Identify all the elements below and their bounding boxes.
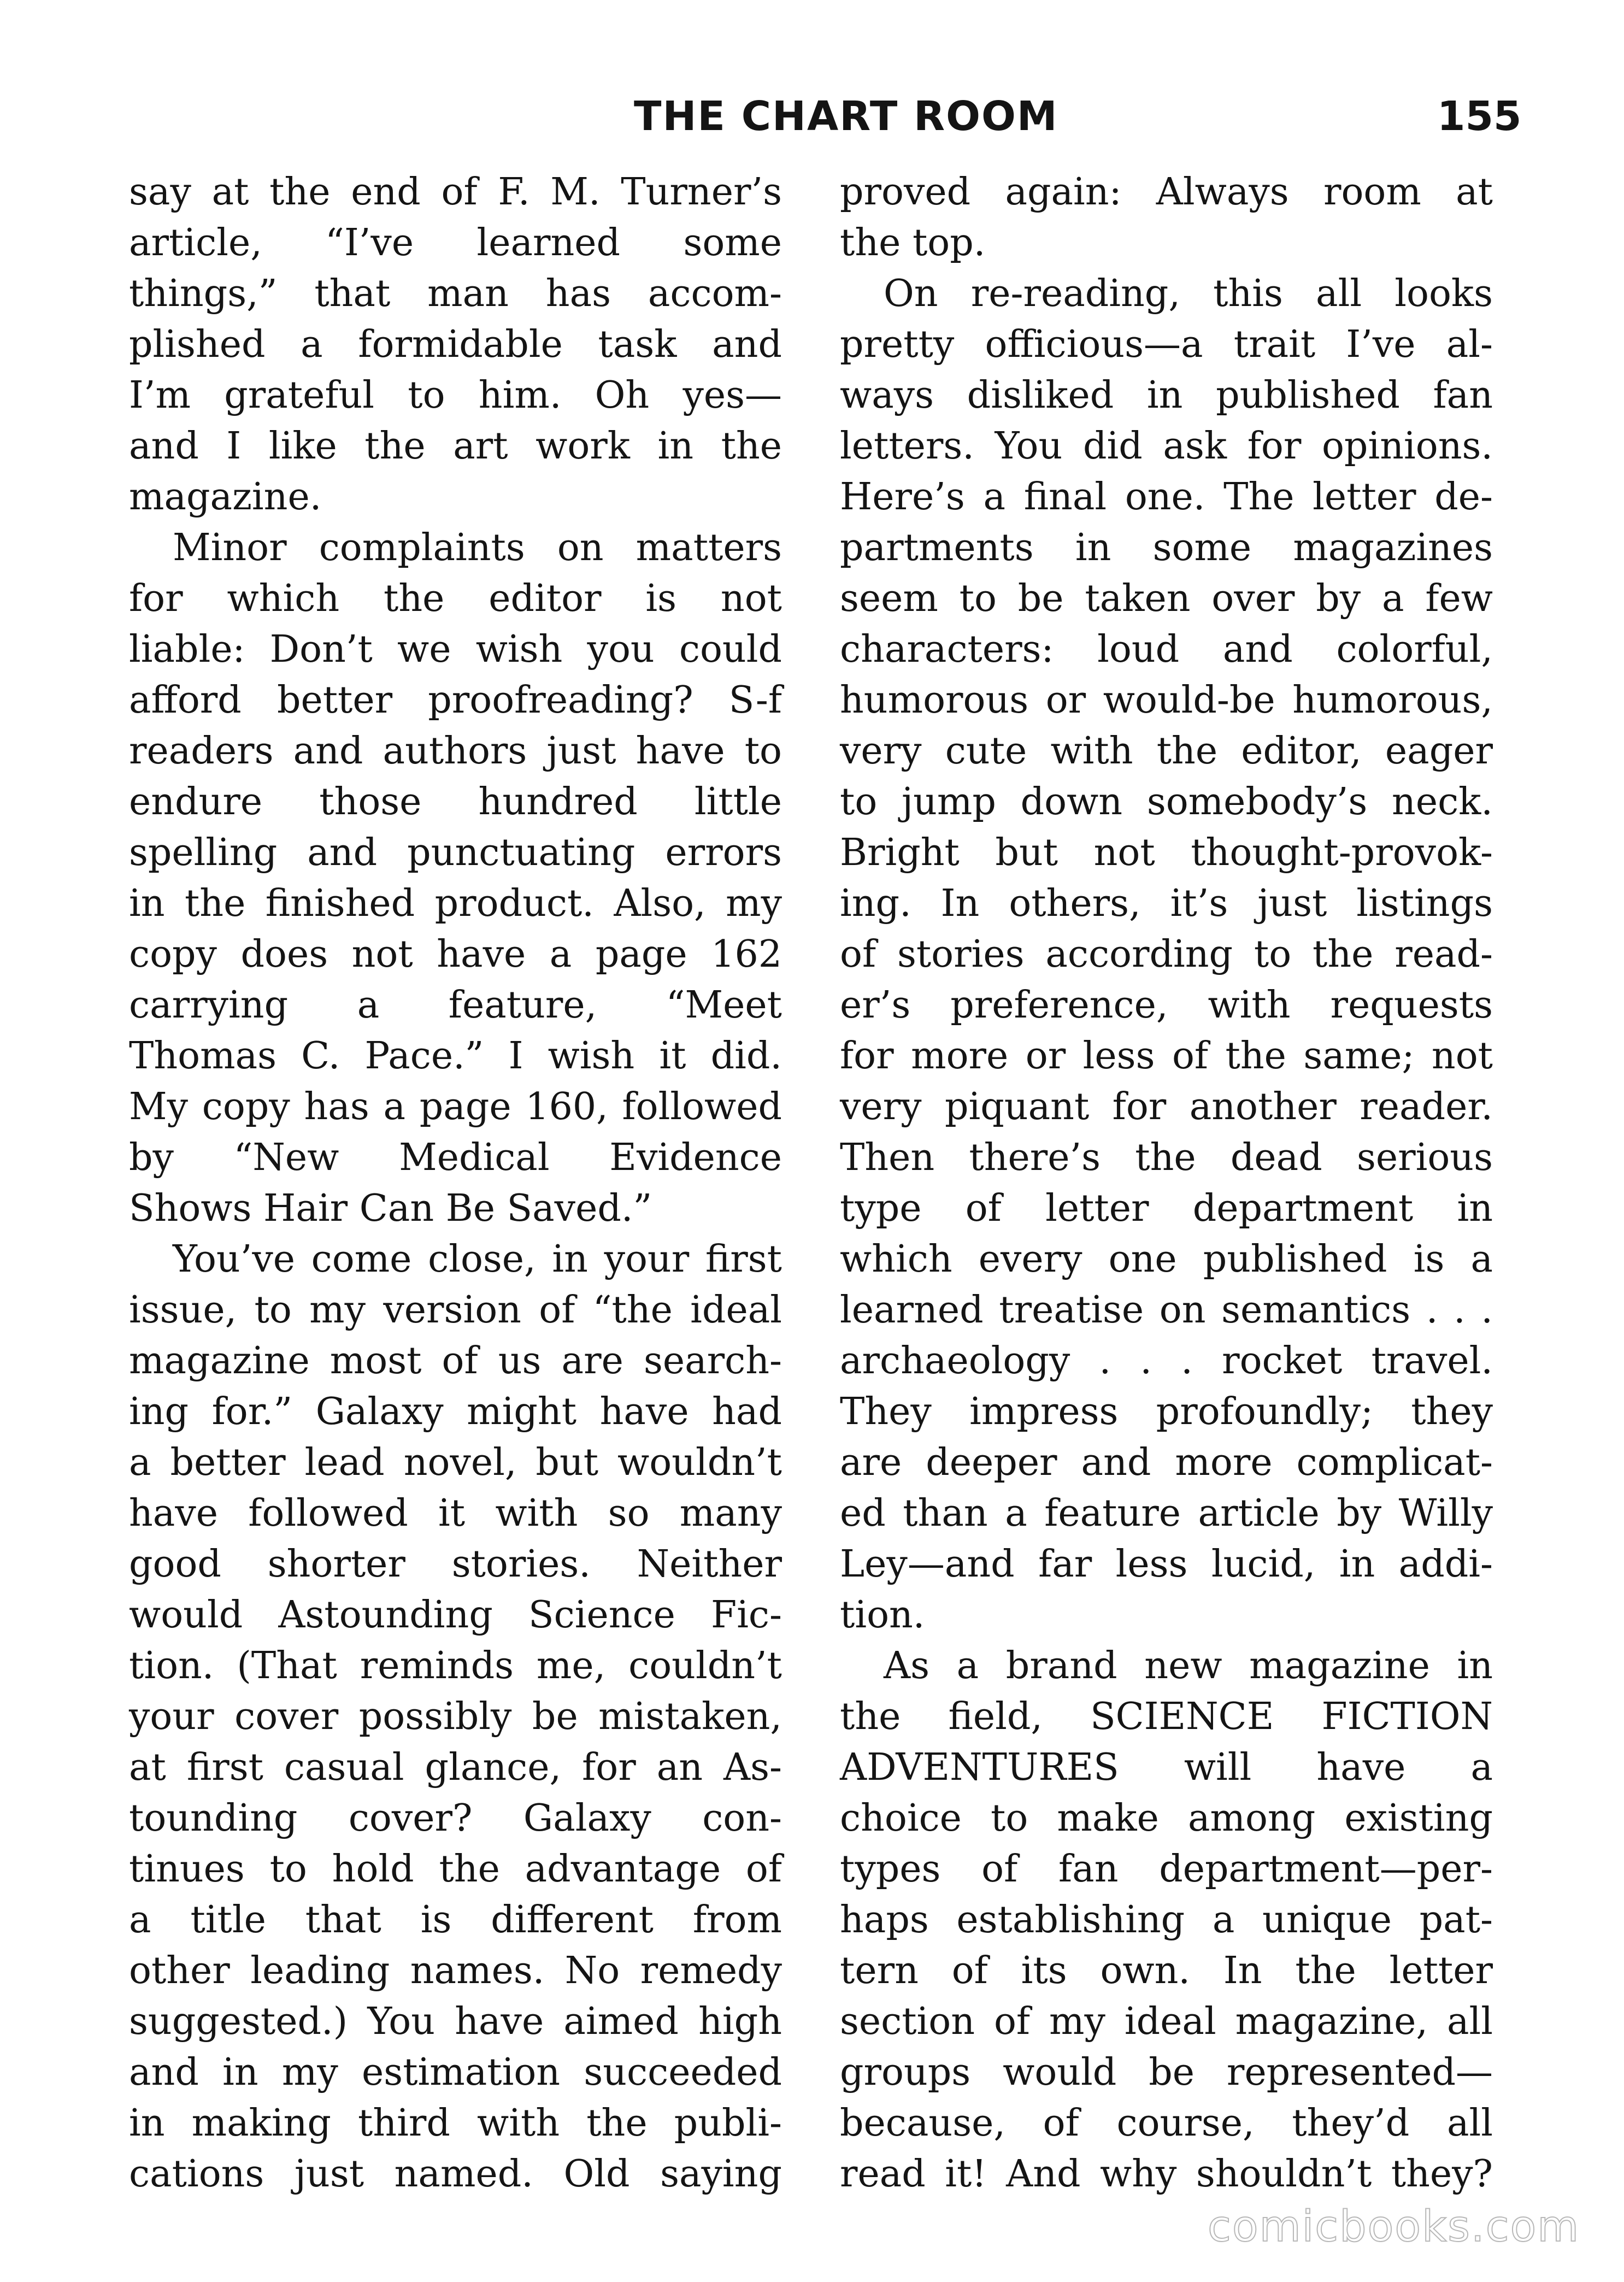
text-line: I’m grateful to him. Oh yes— — [129, 374, 782, 417]
text-line: liable: Don’t we wish you could — [129, 628, 782, 671]
text-line: issue, to my version of “the ideal — [129, 1289, 782, 1332]
text-line: ing. In others, it’s just listings — [840, 882, 1493, 925]
text-line: good shorter stories. Neither — [129, 1543, 782, 1586]
text-line: read it! And why shouldn’t they? — [840, 2152, 1493, 2196]
text-line: Minor complaints on matters — [173, 526, 782, 569]
text-line: types of fan department—per- — [840, 1848, 1493, 1891]
text-line: magazine most of us are search- — [129, 1339, 782, 1383]
text-line: magazine. — [129, 475, 322, 519]
text-line: tion. (That reminds me, couldn’t — [129, 1644, 782, 1687]
text-line: Ley—and far less lucid, in addi- — [840, 1543, 1493, 1586]
text-line: ways disliked in published fan — [840, 374, 1493, 417]
text-line: very piquant for another reader. — [840, 1085, 1493, 1128]
text-line: spelling and punctuating errors — [129, 831, 782, 874]
text-line: and in my estimation succeeded — [129, 2051, 782, 2094]
text-line: type of letter department in — [840, 1187, 1493, 1230]
text-line: proved again: Always room at — [840, 170, 1493, 214]
page-number: 155 — [1437, 93, 1522, 140]
text-line: They impress profoundly; they — [840, 1390, 1493, 1433]
text-line: partments in some magazines — [840, 526, 1493, 569]
text-line: readers and authors just have to — [129, 730, 782, 773]
text-line: pretty officious—a trait I’ve al- — [840, 323, 1493, 366]
text-line: a better lead novel, but wouldn’t — [129, 1441, 782, 1484]
text-line: As a brand new magazine in — [884, 1644, 1493, 1687]
text-line: tern of its own. In the letter — [840, 1949, 1493, 1992]
text-line: section of my ideal magazine, all — [840, 2000, 1493, 2043]
text-line: say at the end of F. M. Turner’s — [129, 170, 782, 214]
text-line: tounding cover? Galaxy con- — [129, 1797, 782, 1840]
text-line: in making third with the publi- — [129, 2102, 782, 2145]
page-header — [0, 93, 1624, 153]
text-line: My copy has a page 160, followed — [129, 1085, 782, 1128]
running-title: THE CHART ROOM — [634, 93, 1058, 140]
text-line: haps establishing a unique pat- — [840, 1898, 1493, 1942]
right-text-column — [840, 167, 1493, 2199]
text-line: have followed it with so many — [129, 1492, 782, 1535]
text-line: ADVENTURES will have a — [840, 1746, 1493, 1789]
text-line: er’s preference, with requests — [840, 984, 1493, 1027]
text-line: and I like the art work in the — [129, 425, 782, 468]
text-line: which every one published is a — [840, 1238, 1493, 1281]
text-line: because, of course, they’d all — [840, 2102, 1493, 2145]
text-line: ing for.” Galaxy might have had — [129, 1390, 782, 1433]
text-line: carrying a feature, “Meet — [129, 984, 782, 1027]
text-line: seem to be taken over by a few — [840, 577, 1493, 620]
text-line: of stories according to the read- — [840, 933, 1493, 976]
text-line: tion. — [840, 1593, 925, 1637]
text-line: a title that is different from — [129, 1898, 782, 1942]
text-line: groups would be represented— — [840, 2051, 1493, 2094]
text-line: very cute with the editor, eager — [840, 730, 1493, 773]
text-line: tinues to hold the advantage of — [129, 1848, 782, 1891]
text-line: endure those hundred little — [129, 780, 782, 824]
text-line: by “New Medical Evidence — [129, 1136, 782, 1179]
text-line: at first casual glance, for an As- — [129, 1746, 782, 1789]
text-line: characters: loud and colorful, — [840, 628, 1493, 671]
text-line: choice to make among existing — [840, 1797, 1493, 1840]
text-line: Here’s a final one. The letter de- — [840, 475, 1493, 519]
text-line: suggested.) You have aimed high — [129, 2000, 782, 2043]
text-line: letters. You did ask for opinions. — [840, 425, 1493, 468]
text-line: Then there’s the dead serious — [840, 1136, 1493, 1179]
text-line: other leading names. No remedy — [129, 1949, 782, 1992]
text-line: Bright but not thought-provok- — [840, 831, 1493, 874]
text-line: for more or less of the same; not — [840, 1034, 1493, 1078]
text-line: archaeology . . . rocket travel. — [840, 1339, 1493, 1383]
text-line: Thomas C. Pace.” I wish it did. — [129, 1034, 782, 1078]
text-line: article, “I’ve learned some — [129, 221, 782, 264]
text-line: On re-reading, this all looks — [884, 272, 1493, 315]
text-line: plished a formidable task and — [129, 323, 782, 366]
text-line: for which the editor is not — [129, 577, 782, 620]
text-line: are deeper and more complicat- — [840, 1441, 1493, 1484]
text-line: cations just named. Old saying — [129, 2152, 782, 2196]
left-text-column — [129, 167, 782, 2199]
text-line: things,” that man has accom- — [129, 272, 782, 315]
text-line: Shows Hair Can Be Saved.” — [129, 1187, 652, 1230]
text-line: humorous or would-be humorous, — [840, 679, 1493, 722]
text-line: learned treatise on semantics . . . — [840, 1289, 1493, 1332]
text-line: in the finished product. Also, my — [129, 882, 782, 925]
text-line: You’ve come close, in your first — [173, 1238, 782, 1281]
text-line: to jump down somebody’s neck. — [840, 780, 1493, 824]
text-line: afford better proofreading? S-f — [129, 679, 782, 722]
watermark: comicbooks.com — [1208, 2202, 1580, 2251]
text-line: copy does not have a page 162 — [129, 933, 782, 976]
text-line: the field, SCIENCE FICTION — [840, 1695, 1493, 1738]
text-line: ed than a feature article by Willy — [840, 1492, 1493, 1535]
text-line: your cover possibly be mistaken, — [129, 1695, 782, 1738]
text-line: the top. — [840, 221, 986, 264]
text-line: would Astounding Science Fic- — [129, 1593, 782, 1637]
